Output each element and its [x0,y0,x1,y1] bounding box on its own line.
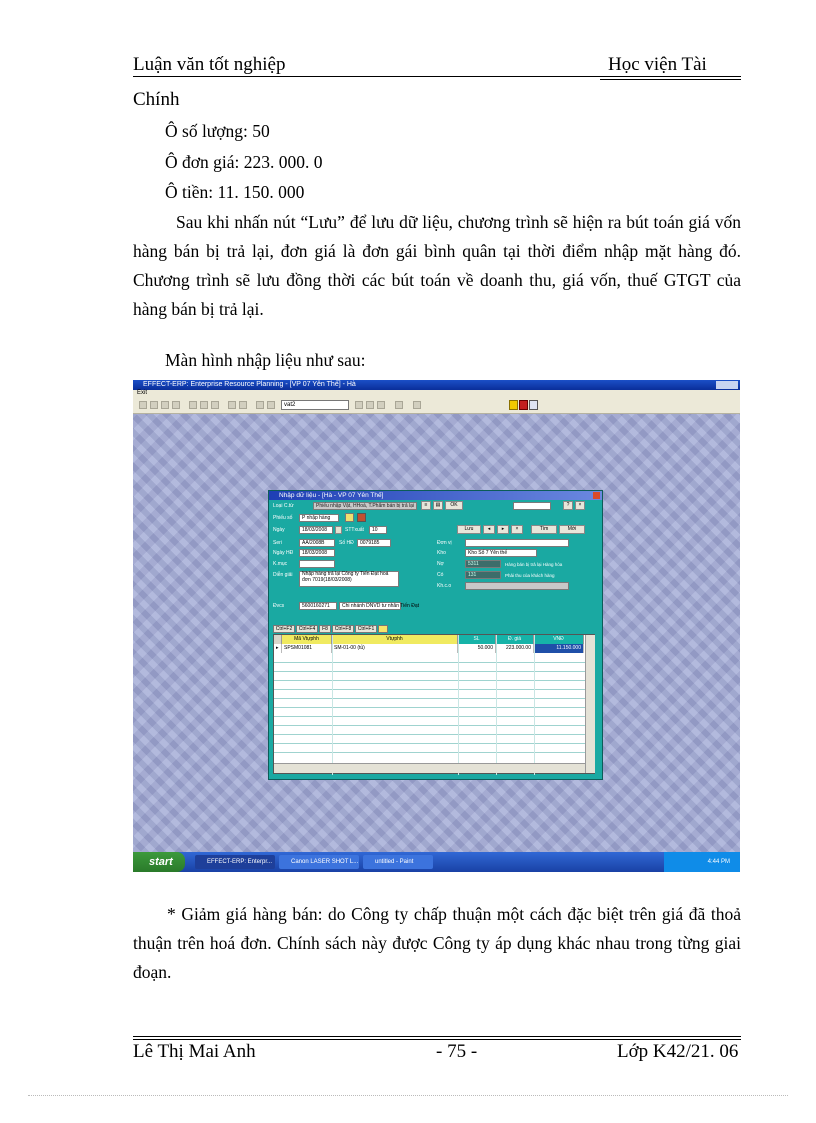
task-effect-erp[interactable]: EFFECT-ERP: Enterpr... [195,855,275,869]
tab-ctrl-f4[interactable]: Ctrl+F4 [296,625,318,633]
cell-don-gia[interactable]: 223.000.00 [496,644,534,653]
cell-ma-vt[interactable]: SPSM01081 [282,644,332,653]
row-pointer-icon: ▸ [274,644,282,653]
window-title-bar: EFFECT-ERP: Enterprise Resource Planning - [VP 07 Yên Thế] - Hà [133,380,740,390]
new-icon[interactable] [139,401,147,409]
khac-field[interactable] [465,582,569,590]
unit-price-line: Ô đơn giá: 223. 000. 0 [165,152,323,172]
don-vi-label: Đơn vị [437,540,452,546]
cut-icon[interactable] [189,401,197,409]
align-center-icon[interactable] [366,401,374,409]
no-desc: Hàng bán bị trả lại Hàng hóa [505,562,563,567]
phieu-so-field[interactable]: P nhập hàng [299,514,339,522]
kmuc-label: K.mục [273,561,288,567]
redo-icon[interactable] [239,401,247,409]
ngay-field[interactable]: 18/03/2008 [299,526,333,534]
tab-ctrl-f1[interactable]: Ctrl+F1 [355,625,377,633]
system-tray-clock[interactable]: 4:44 PM [664,852,740,872]
col-don-gia: Đ. giá [496,635,534,644]
help-icon[interactable] [413,401,421,409]
filter-icon[interactable]: ▤ [433,501,443,510]
stt-field[interactable]: 10 [369,526,387,534]
data-entry-dialog [268,490,603,780]
ngay-label: Ngày [273,527,285,533]
cell-vt[interactable]: SM-01-00 (tủ) [332,644,458,653]
align-right-icon[interactable] [377,401,385,409]
undo-icon[interactable] [228,401,236,409]
quantity-line: Ô số lượng: 50 [165,121,270,141]
loai-ct-select[interactable]: Phiếu nhập Vật, HHoá, T.Phẩm bán bị trả lại [313,502,417,510]
header-left: Luận văn tốt nghiệp [133,54,286,75]
cell-vnd[interactable]: 11.150.000 [534,644,584,653]
seri-field[interactable]: AA/2008B [299,539,335,547]
footer-class: Lớp K42/21. 06 [617,1041,739,1062]
header-continuation: Chính [133,89,180,110]
dien-giai-field[interactable]: Nhập hàng trả lại Công ty Tiến Đạt hoá đơn 7019(18/03/2008) [299,571,399,587]
page-bottom-border [28,1095,788,1096]
doc-icon[interactable] [345,513,354,522]
find-icon[interactable] [395,401,403,409]
task-canon[interactable]: Canon LASER SHOT L... [279,855,359,869]
window-controls[interactable] [716,381,738,389]
new-button[interactable]: Mới [559,525,585,534]
delete-button[interactable]: × [511,525,523,534]
dialog-close-icon[interactable] [593,492,600,499]
co-desc: Phải thu của khách hàng [505,573,555,578]
no-field[interactable]: 5311 [465,560,501,568]
find-button[interactable]: Tìm [531,525,557,534]
paste-icon[interactable] [211,401,219,409]
ok-button[interactable]: OK [445,501,463,510]
bold-icon[interactable] [256,401,264,409]
footer-rule [133,1036,741,1037]
close-small-icon[interactable]: × [575,501,585,510]
start-button[interactable]: start [133,852,185,872]
paragraph-discount: * Giảm giá hàng bán: do Công ty chấp thuận một cách đặc biệt trên giá đã thoả thuận trên hoá đơn. Chính sách này được Công ty áp dụng khác nhau trong từng giai đoạn. [133,904,741,982]
co-label: Có [437,572,444,578]
calc-icon[interactable] [519,400,528,410]
taskbar [133,852,740,872]
list-icon[interactable]: ≡ [421,501,431,510]
kmuc-field[interactable] [299,560,335,568]
kho-field[interactable]: Kho Số 7 Yên thế [465,549,537,557]
co-field[interactable]: 131 [465,571,501,579]
footer-rule-2 [133,1039,741,1040]
save-icon[interactable] [161,401,169,409]
menu-exit[interactable]: Exit [133,390,740,397]
header-rule [133,76,741,77]
italic-icon[interactable] [267,401,275,409]
copy-icon[interactable] [200,401,208,409]
next-button[interactable]: ▸ [497,525,509,534]
seri-label: Seri [273,540,282,546]
col-ma-vt: Mã Vtựphh [282,635,332,644]
dvcs-label: Đvcs [273,603,285,609]
col-vnd: VNĐ [534,635,584,644]
prev-button[interactable]: ◂ [483,525,495,534]
screen-caption: Màn hình nhập liệu như sau: [165,350,366,370]
calendar-icon[interactable] [335,526,342,534]
header-rule-2 [600,79,741,80]
paragraph-save-explanation: Sau khi nhấn nút “Lưu” để lưu dữ liệu, chương trình sẽ hiện ra bút toán giá vốn hàng bán bị trả lại, đơn giá là đơn gái bình quân tại thời điểm nhập mặt hàng đó. Chương trình sẽ lưu đồng thời các bút toán về doanh thu, giá vốn, thuế GTGT của hàng bán bị trả lại. [133,212,741,319]
help-small-icon[interactable]: ? [563,501,573,510]
lock-icon[interactable] [378,625,388,633]
cell-sl[interactable]: 50.000 [458,644,496,653]
flag-icon[interactable] [509,400,518,410]
tab-f8[interactable]: F8 [319,625,331,633]
dvcs-name-field[interactable]: Chi nhánh DNVD tư nhân Tiến Đạt [339,602,401,610]
grid-icon[interactable] [529,400,538,410]
phieu-so-label: Phiếu số [273,515,293,521]
tab-ctrl-f8[interactable]: Ctrl+F8 [332,625,354,633]
ngay-hd-label: Ngày HĐ [273,550,294,556]
horizontal-scrollbar[interactable] [274,763,585,773]
col-vt: Vtựphh [332,635,458,644]
amount-line: Ô tiền: 11. 150. 000 [165,182,305,202]
header-right: Học viện Tài [608,54,707,75]
save-button[interactable]: Lưu [457,525,481,534]
printer-icon[interactable] [357,513,366,522]
ngay-hd-field[interactable]: 18/03/2008 [299,549,335,557]
tab-ctrl-f2[interactable]: Ctrl+F2 [273,625,295,633]
don-vi-field[interactable] [465,539,569,547]
dialog-title: Nhập dữ liệu - [Hà - VP 07 Yên Thế] [269,491,602,500]
no-label: Nợ [437,561,444,567]
align-left-icon[interactable] [355,401,363,409]
print-icon[interactable] [172,401,180,409]
open-icon[interactable] [150,401,158,409]
so-hd-field[interactable]: 0079185 [357,539,391,547]
kho-label: Kho [437,550,446,556]
so-hd-label: Số HĐ [339,540,354,546]
vertical-scrollbar[interactable] [585,635,595,773]
toolbar-combo[interactable]: vat2 [281,400,349,410]
row-selector-header [274,635,282,644]
footer-author: Lê Thị Mai Anh [133,1041,256,1062]
task-paint[interactable]: untitled - Paint [363,855,433,869]
dvcs-field[interactable]: 5600160271 [299,602,337,610]
khac-label: Kh.c.o [437,583,452,589]
col-sl: SL [458,635,496,644]
loai-ct-label: Loại C.từ [273,503,294,509]
stt-label: STTxuất [345,527,364,533]
erp-screenshot [133,380,740,872]
dien-giai-label: Diễn giải [273,572,293,578]
footer-page-number: - 75 - [436,1041,478,1062]
toolbar [133,397,740,414]
detail-grid [273,634,595,774]
dialog-combo[interactable] [513,502,551,510]
